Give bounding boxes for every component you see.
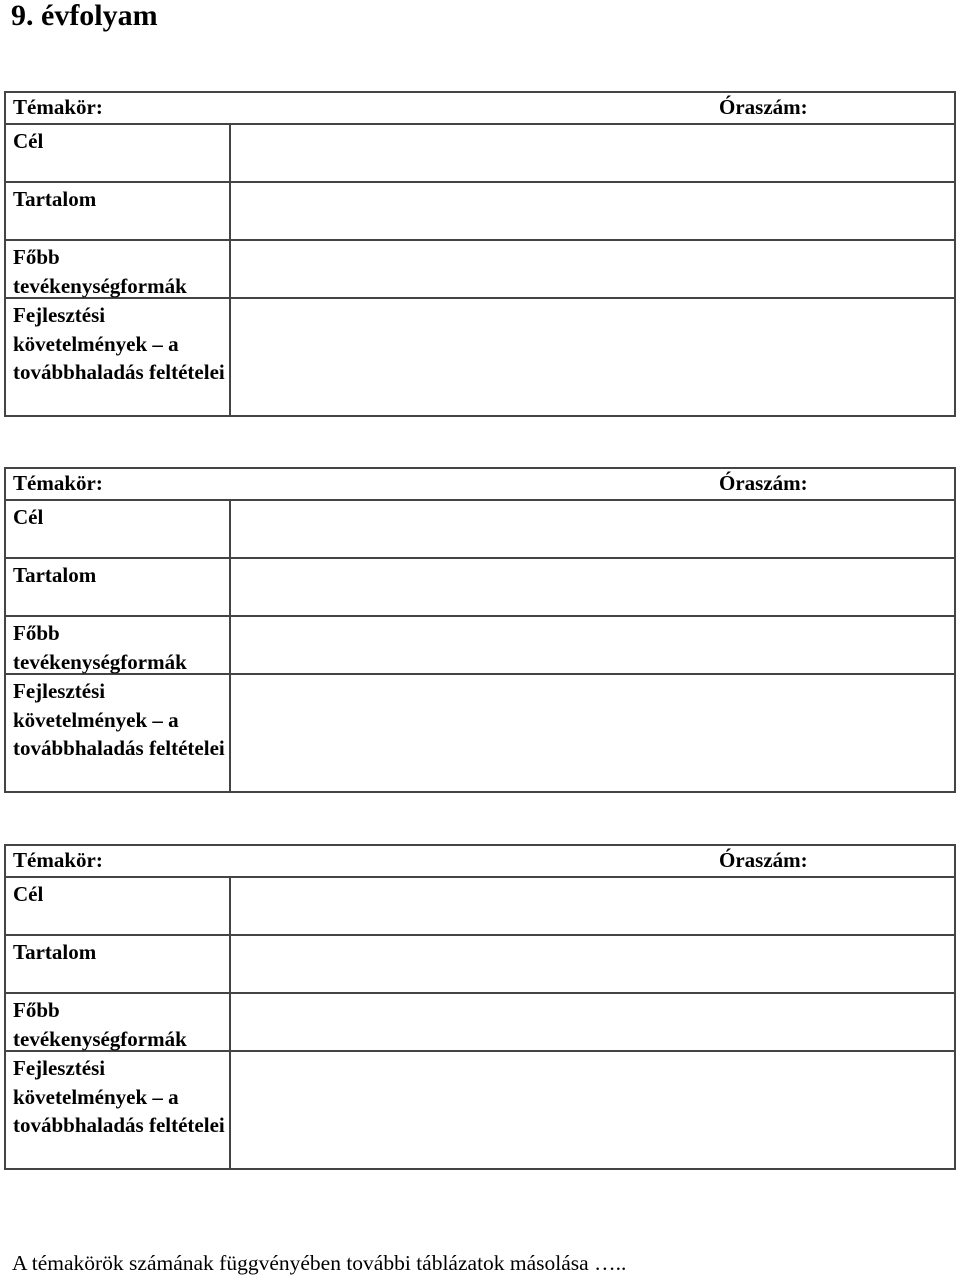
table-row: [6, 183, 954, 241]
table-row: [6, 936, 954, 994]
table-row: [6, 241, 954, 299]
row-label: Főbb tevékenységformák: [6, 994, 231, 1050]
row-value-cell[interactable]: [231, 878, 954, 934]
table-row: [6, 675, 954, 791]
row-value-cell[interactable]: [231, 501, 954, 557]
row-label: Tartalom: [6, 559, 231, 615]
row-value-cell[interactable]: [231, 994, 954, 1050]
row-label: Cél: [6, 878, 231, 934]
hours-label: Óraszám:: [719, 95, 808, 119]
table-row: [6, 994, 954, 1052]
topic-table: [4, 467, 956, 793]
topic-header-row: [6, 93, 954, 125]
topic-table: [4, 91, 956, 417]
hours-label: Óraszám:: [719, 471, 808, 495]
table-row: [6, 501, 954, 559]
table-row: [6, 125, 954, 183]
row-label: Tartalom: [6, 936, 231, 992]
topic-table: [4, 844, 956, 1170]
row-label: Cél: [6, 125, 231, 181]
table-row: [6, 617, 954, 675]
row-label: Cél: [6, 501, 231, 557]
topic-label: Témakör:: [13, 95, 103, 119]
row-label: Fejlesztési követelmények – a továbbhaladás feltételei: [6, 299, 231, 415]
topic-label: Témakör:: [13, 848, 103, 872]
row-label: Főbb tevékenységformák: [6, 617, 231, 673]
row-label: Fejlesztési követelmények – a továbbhaladás feltételei: [6, 1052, 231, 1168]
page-title: 9. évfolyam: [11, 0, 158, 32]
hours-label: Óraszám:: [719, 848, 808, 872]
row-value-cell[interactable]: [231, 299, 954, 415]
row-value-cell[interactable]: [231, 241, 954, 297]
topic-header-row: [6, 469, 954, 501]
table-row: [6, 559, 954, 617]
row-value-cell[interactable]: [231, 125, 954, 181]
row-label: Főbb tevékenységformák: [6, 241, 231, 297]
row-value-cell[interactable]: [231, 559, 954, 615]
row-value-cell[interactable]: [231, 183, 954, 239]
topic-header-row: [6, 846, 954, 878]
row-value-cell[interactable]: [231, 617, 954, 673]
table-row: [6, 299, 954, 415]
topic-label: Témakör:: [13, 471, 103, 495]
table-row: [6, 878, 954, 936]
table-row: [6, 1052, 954, 1168]
row-label: Tartalom: [6, 183, 231, 239]
row-label: Fejlesztési követelmények – a továbbhaladás feltételei: [6, 675, 231, 791]
footer-note: A témakörök számának függvényében további táblázatok másolása …..: [12, 1251, 627, 1275]
row-value-cell[interactable]: [231, 1052, 954, 1168]
row-value-cell[interactable]: [231, 675, 954, 791]
row-value-cell[interactable]: [231, 936, 954, 992]
